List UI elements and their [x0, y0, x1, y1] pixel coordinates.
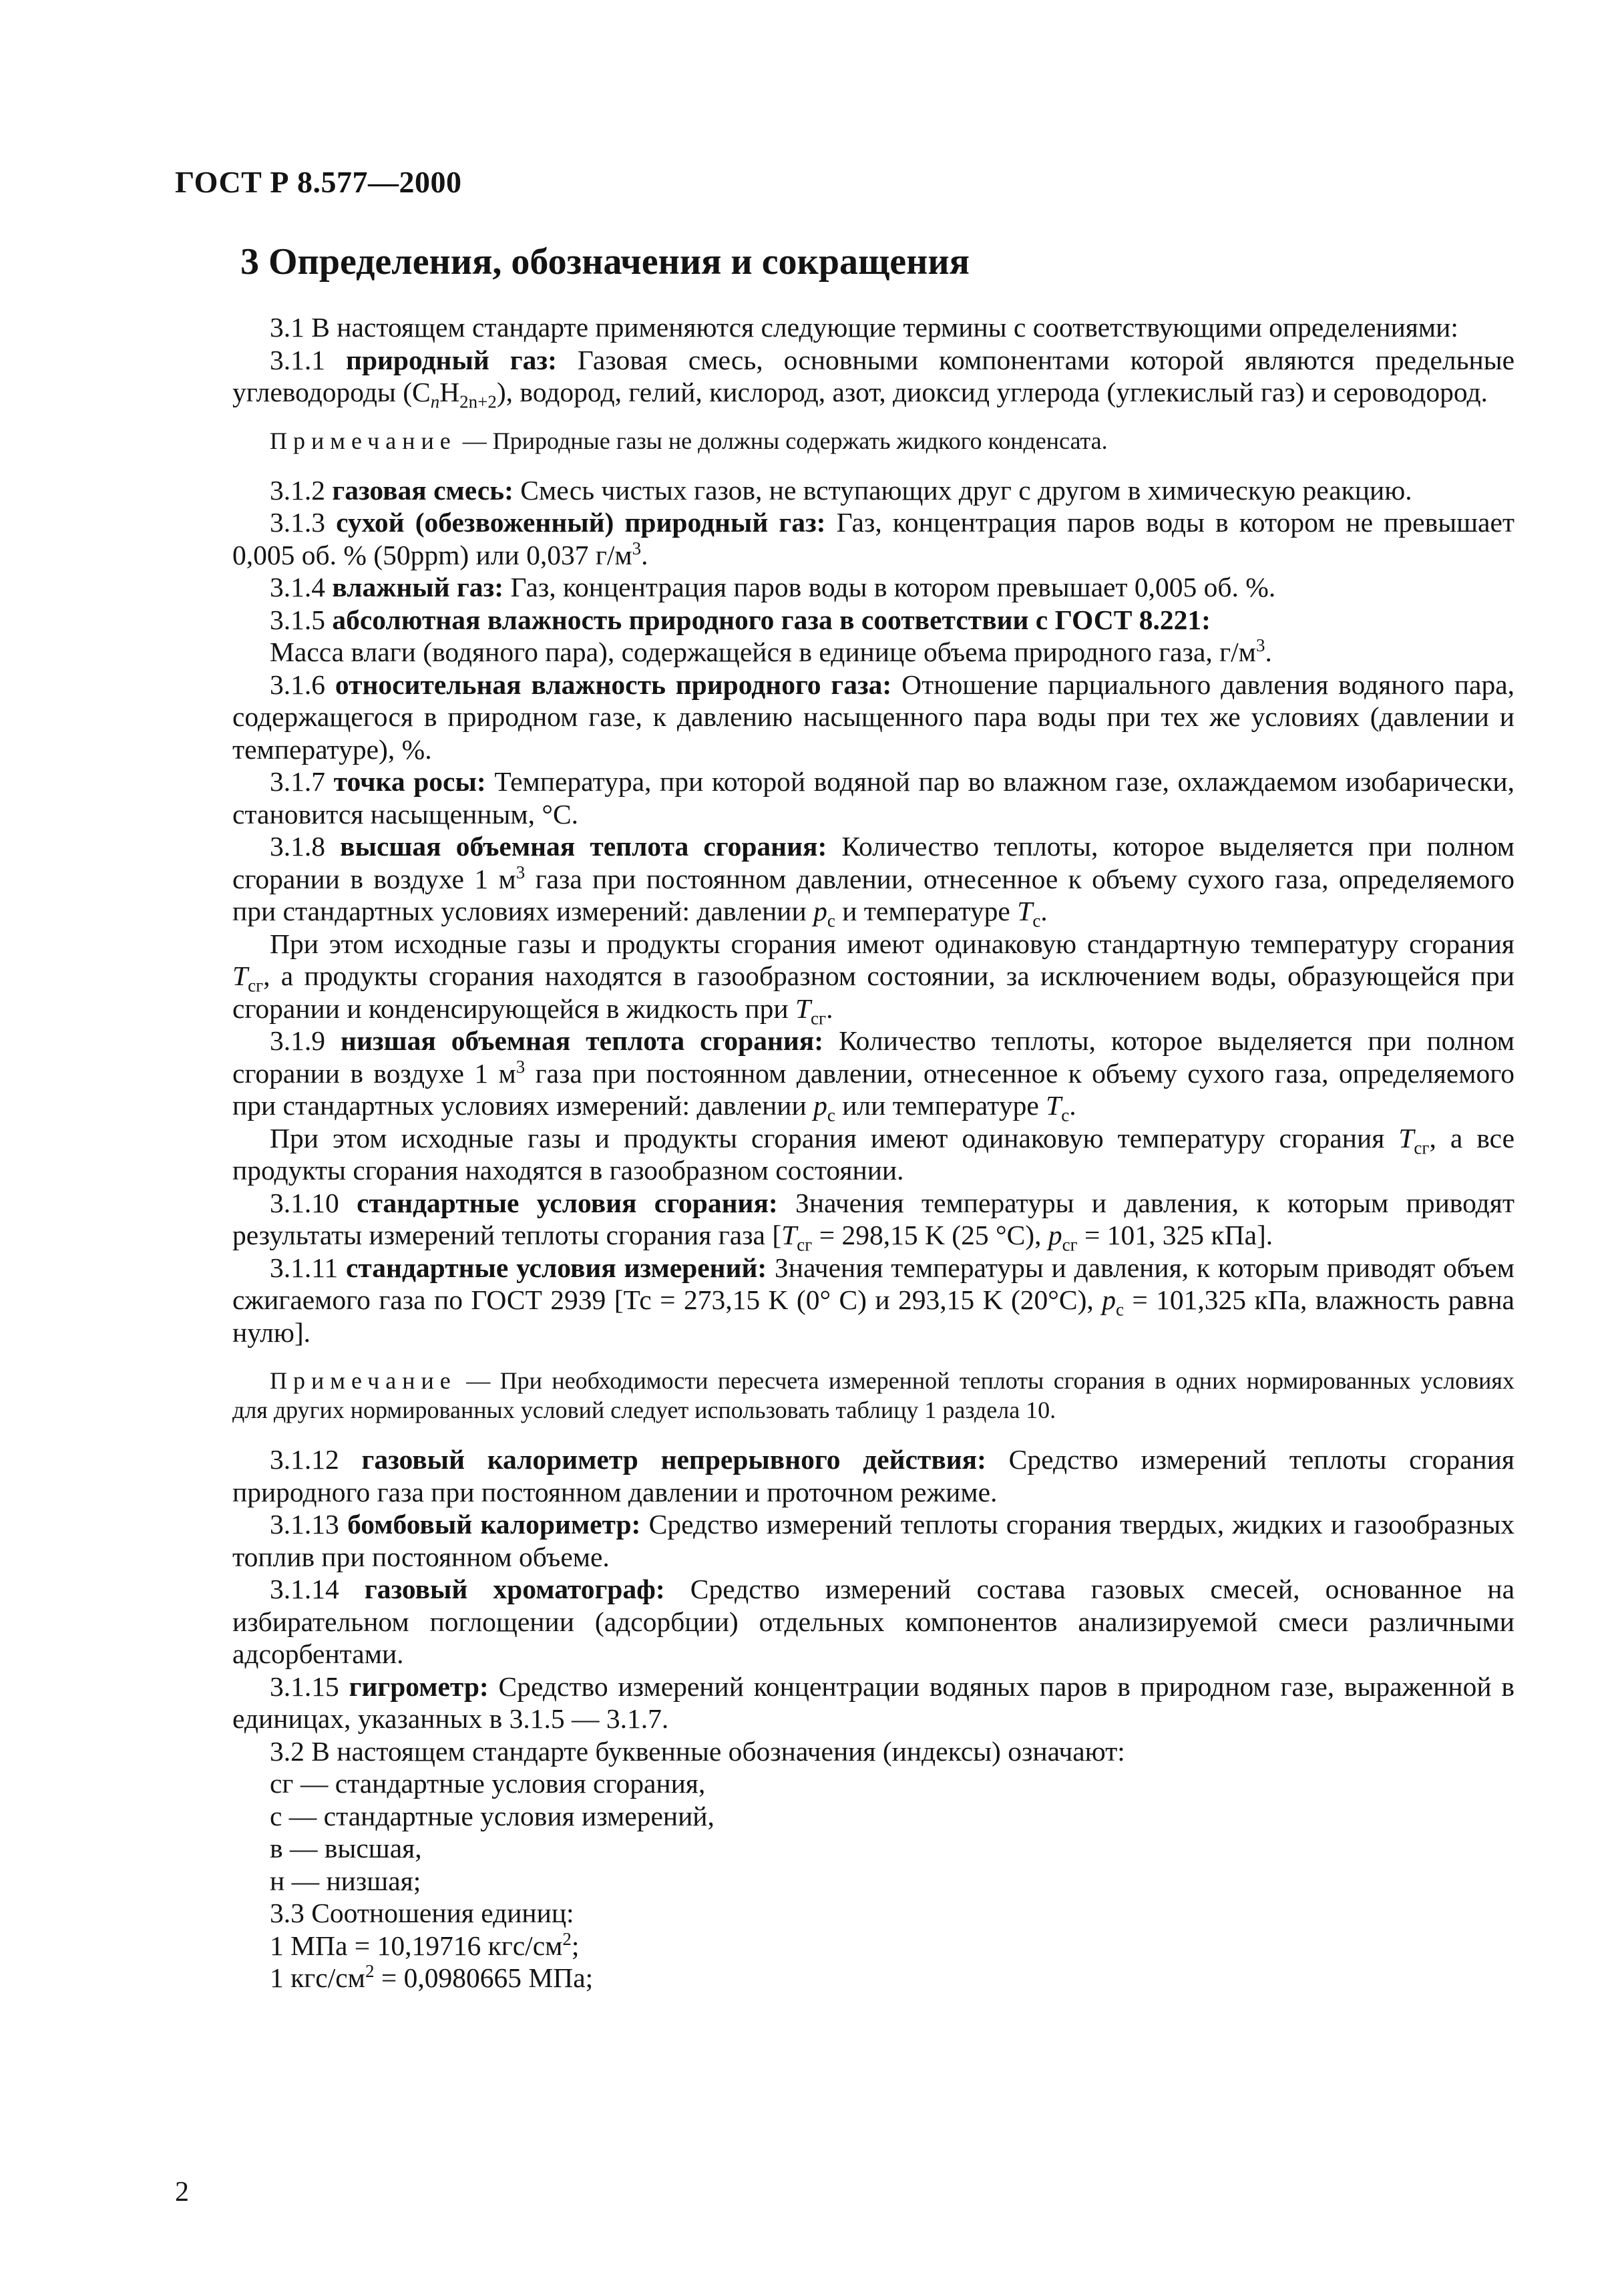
- paragraph-3-3: 3.3 Соотношения единиц:: [270, 1898, 574, 1928]
- term-absolute-humidity: абсолютная влажность природного газа в соответствии с ГОСТ 8.221:: [332, 604, 1211, 635]
- standard-header: ГОСТ Р 8.577—2000: [175, 165, 462, 199]
- term-gross-calorific-value: высшая объемная теплота сгорания:: [340, 831, 827, 862]
- list-item: сг — стандартные условия сгорания,: [270, 1768, 706, 1799]
- list-item: в — высшая,: [270, 1833, 422, 1864]
- paragraph-3-1-6: 3.1.6 относительная влажность природного газа: Отношение парциального давления водяного пара, содержащегося в природном газе, к давлению насыщенного пара воды при тех же условиях (давлении и температуре), %.: [232, 669, 1514, 765]
- paragraph-3-1-8-cont: При этом исходные газы и продукты сгорания имеют одинаковую стандартную температуру сгорания $T_{сг}$, а продукты сгорания находятся в газообразном состоянии, за исключением воды, образующейся при сгорании и конденсирующейся в жидкость при $T_{сг}$.: [232, 928, 1514, 1028]
- unit-ratio: 1 кгс/$см^2 = 0,0980665$ МПа;: [270, 1961, 594, 1993]
- paragraph-3-1-7: 3.1.7 точка росы: Температура, при которой водяной пар во влажном газе, охлаждаемом изобарически, становится насыщенным, °С.: [232, 766, 1514, 830]
- note-label: Примечание: [270, 427, 457, 454]
- note-label: Примечание: [270, 1367, 457, 1394]
- note-2: Примечание — При необходимости пересчета измеренной теплоты сгорания в одних нормированных условиях для других нормированных условий следует использовать таблицу 1 раздела 10.: [232, 1367, 1514, 1423]
- unit-ratio: 1 МПа = 10,19716 кгс/$см^2$;: [270, 1928, 580, 1961]
- paragraph-3-1-5-cont: Масса влаги (водяного пара), содержащейся в единице объема природного газа, $г/м^3$.: [270, 635, 1272, 667]
- term-standard-measurement-conditions: стандартные условия измерений:: [345, 1252, 767, 1283]
- section-body: [232, 311, 1514, 1994]
- term-wet-gas: влажный газ:: [332, 572, 504, 602]
- list-item: н — низшая;: [270, 1865, 421, 1896]
- note-1: Примечание — Природные газы не должны содержать жидкого конденсата.: [270, 427, 1108, 454]
- term-natural-gas: природный газ:: [346, 344, 557, 375]
- list-item: с — стандартные условия измерений,: [270, 1800, 715, 1831]
- term-gas-mixture: газовая смесь:: [332, 474, 514, 506]
- term-net-calorific-value: низшая объемная теплота сгорания:: [341, 1025, 824, 1056]
- paragraph-3-1: 3.1 В настоящем стандарте применяются следующие термины с соответствующими определениями:: [270, 312, 1458, 343]
- paragraph-3-1-10: 3.1.10 стандартные условия сгорания: Значения температуры и давления, к которым приводят результаты измерений теплоты сгорания газа [$T_{сг} = 298,15$ K (25 °C), $p_{сг} = 101$, 325 кПа].: [232, 1187, 1514, 1255]
- term-gas-chromatograph: газовый хроматограф:: [364, 1574, 665, 1604]
- paragraph-3-1-14: 3.1.14 газовый хроматограф: Средство измерений состава газовых смесей, основанное на избирательном поглощении (адсорбции) отдельных компонентов анализируемой смеси различными адсорбентами.: [232, 1574, 1515, 1669]
- paragraph-3-1-11: 3.1.11 стандартные условия измерений: Значения температуры и давления, к которым приводят объем сжигаемого газа по ГОСТ 2939 [Тс = 273,15 K (0° С) и 293,15 K (20°С), $p_c = 101,325$ кПа, влажность равна нулю].: [232, 1252, 1515, 1348]
- paragraph-3-1-2: 3.1.2 газовая смесь: Смесь чистых газов, не вступающих друг с другом в химическую реакцию.: [270, 474, 1412, 506]
- paragraph-3-1-8: 3.1.8 высшая объемная теплота сгорания: Количество теплоты, которое выделяется при полном сгорании в воздухе 1 $м^3$ газа при постоянном давлении, отнесенное к объему сухого газа, определяемого при стандартных условиях измерений: давлении $p_c$ и температуре $T_c$.: [232, 831, 1515, 931]
- paragraph-3-1-9: 3.1.9 низшая объемная теплота сгорания: Количество теплоты, которое выделяется при полном сгорании в воздухе 1 $м^3$ газа при постоянном давлении, отнесенное к объему сухого газа, определяемого при стандартных условиях измерений: давлении $p_c$ или температуре $T_c$.: [232, 1025, 1515, 1125]
- section-title: 3 Определения, обозначения и сокращения: [240, 241, 970, 283]
- term-dry-gas: сухой (обезвоженный) природный газ:: [336, 507, 826, 538]
- page-number: 2: [175, 2177, 189, 2208]
- paragraph-3-1-1: 3.1.1 природный газ: Газовая смесь, основными компонентами которой являются предельные углеводороды $(C_nH_{2n+2})$, водород, гелий, кислород, азот, диоксид углерода (углекислый газ) и сероводород.: [232, 344, 1515, 412]
- term-hygrometer: гигрометр:: [349, 1670, 489, 1702]
- paragraph-3-1-12: 3.1.12 газовый калориметр непрерывного действия: Средство измерений теплоты сгорания природного газа при постоянном давлении и проточном режиме.: [232, 1444, 1515, 1508]
- term-dew-point: точка росы:: [333, 766, 486, 797]
- paragraph-3-1-15: 3.1.15 гигрометр: Средство измерений концентрации водяных паров в природном газе, выраженной в единицах, указанных в 3.1.5 — 3.1.7.: [232, 1670, 1515, 1734]
- paragraph-3-1-5: 3.1.5 абсолютная влажность природного газа в соответствии с ГОСТ 8.221:: [270, 604, 1211, 635]
- term-bomb-calorimeter: бомбовый калориметр:: [347, 1509, 641, 1540]
- paragraph-3-1-3: 3.1.3 сухой (обезвоженный) природный газ: Газ, концентрация паров воды в котором не превышает 0,005 об. % (50ppm) или 0,037 $г/м^3$.: [232, 507, 1515, 570]
- paragraph-3-1-9-cont: При этом исходные газы и продукты сгорания имеют одинаковую температуру сгорания $T_{сг}$, а все продукты сгорания находятся в газообразном состоянии.: [232, 1122, 1514, 1186]
- term-standard-combustion-conditions: стандартные условия сгорания:: [357, 1187, 778, 1218]
- paragraph-3-2: 3.2 В настоящем стандарте буквенные обозначения (индексы) означают:: [270, 1735, 1125, 1767]
- term-relative-humidity: относительная влажность природного газа:: [335, 669, 892, 700]
- paragraph-3-1-13: 3.1.13 бомбовый калориметр: Средство измерений теплоты сгорания твердых, жидких и газообразных топлив при постоянном объеме.: [232, 1509, 1514, 1572]
- paragraph-3-1-4: 3.1.4 влажный газ: Газ, концентрация паров воды в котором превышает 0,005 об. %.: [270, 572, 1276, 602]
- term-continuous-gas-calorimeter: газовый калориметр непрерывного действия:: [361, 1444, 986, 1475]
